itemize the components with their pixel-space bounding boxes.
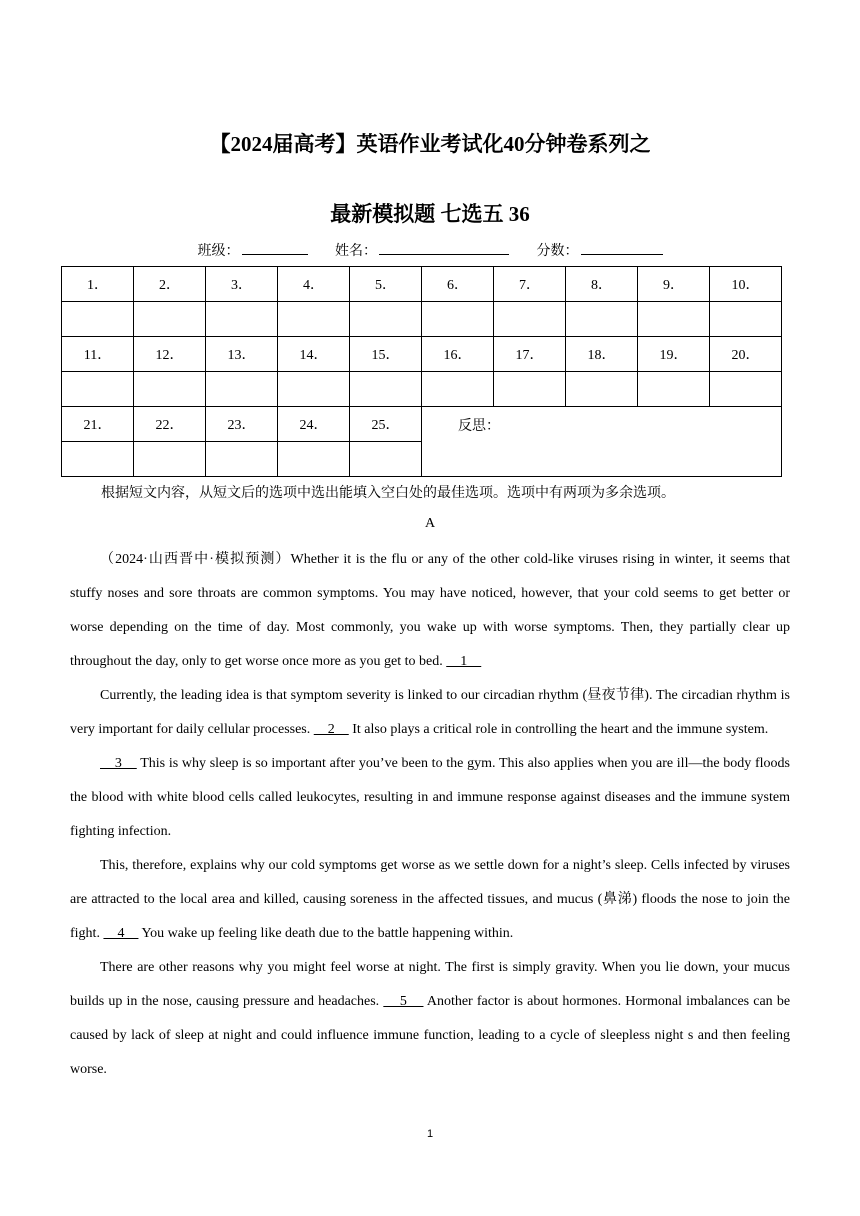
answer-cell[interactable] bbox=[278, 372, 350, 407]
question-number: 11． bbox=[62, 337, 134, 372]
paragraph-text: Another factor is about hormones. Hormonal imbalances can be caused by lack of sleep at night and could influence immune function, leading to a cycle of sleepless night s and then feeling worse. bbox=[70, 994, 791, 1077]
paragraph bbox=[70, 747, 790, 849]
reflection-label: 反思： bbox=[458, 419, 500, 434]
question-number: 22． bbox=[134, 407, 206, 442]
blank-2[interactable]: 2 bbox=[313, 722, 349, 737]
answer-cell[interactable] bbox=[710, 372, 782, 407]
answer-cell[interactable] bbox=[422, 372, 494, 407]
answer-number-row-3 bbox=[62, 407, 782, 442]
answer-cell[interactable] bbox=[278, 442, 350, 477]
page-number: 1 bbox=[426, 1128, 434, 1140]
name-label: 姓名： bbox=[335, 244, 377, 259]
blank-4[interactable]: 4 bbox=[103, 926, 139, 941]
section-label: A bbox=[424, 516, 436, 531]
question-number: 16． bbox=[422, 337, 494, 372]
question-number: 19． bbox=[638, 337, 710, 372]
question-number: 4． bbox=[278, 267, 350, 302]
answer-cell[interactable] bbox=[566, 372, 638, 407]
answer-cell[interactable] bbox=[566, 302, 638, 337]
answer-cell[interactable] bbox=[710, 302, 782, 337]
question-number: 21． bbox=[62, 407, 134, 442]
answer-blank-row-1 bbox=[62, 302, 782, 337]
paragraph-text: This, therefore, explains why our cold symptoms get worse as we settle down for a night’s sleep. Cells infected by viruses are attracted to the local area and killed, causing soreness in the affected tissues, and mucus (鼻涕) floods the nose to join the fight. bbox=[70, 858, 790, 941]
instructions: 根据短文内容，从短文后的选项中选出能填入空白处的最佳选项。选项中有两项为多余选项。 bbox=[101, 486, 675, 501]
answer-cell[interactable] bbox=[206, 442, 278, 477]
answer-cell[interactable] bbox=[134, 372, 206, 407]
answer-cell[interactable] bbox=[350, 442, 422, 477]
paragraph bbox=[70, 679, 790, 747]
answer-number-row-2 bbox=[62, 337, 782, 372]
question-number: 12． bbox=[134, 337, 206, 372]
class-blank[interactable] bbox=[242, 242, 308, 255]
blank-1[interactable]: 1 bbox=[446, 654, 482, 669]
question-number: 24． bbox=[278, 407, 350, 442]
answer-cell[interactable] bbox=[62, 442, 134, 477]
question-number: 25． bbox=[350, 407, 422, 442]
answer-number-row-1 bbox=[62, 267, 782, 302]
question-number: 17． bbox=[494, 337, 566, 372]
answer-grid bbox=[61, 266, 782, 477]
question-number: 10． bbox=[710, 267, 782, 302]
answer-cell[interactable] bbox=[206, 302, 278, 337]
class-field[interactable] bbox=[198, 244, 308, 259]
paragraph-text: You wake up feeling like death due to the battle happening within. bbox=[141, 926, 514, 941]
answer-cell[interactable] bbox=[134, 442, 206, 477]
paragraph-text: This is why sleep is so important after you’ve been to the gym. This also applies when you are ill—the body floods the blood with white blood cells called leukocytes, resulting in and immune response against diseases and the immune system fighting infection. bbox=[70, 756, 790, 839]
blank-5[interactable]: 5 bbox=[383, 994, 424, 1009]
question-number: 15． bbox=[350, 337, 422, 372]
question-number: 20． bbox=[710, 337, 782, 372]
answer-cell[interactable] bbox=[422, 302, 494, 337]
answer-cell[interactable] bbox=[134, 302, 206, 337]
document-subtitle: 最新模拟题 七选五 36 bbox=[330, 202, 530, 226]
question-number: 5． bbox=[350, 267, 422, 302]
score-label: 分数： bbox=[536, 244, 579, 259]
paragraph-text: （2024·山西晋中·模拟预测）Whether it is the flu or any of the other cold-like viruses rising in winter, it seems that stuffy noses and sore throats are common symptoms. You may have noticed, however, that your cold seems to get better or worse depending on the time of day. Most commonly, you wake up with worse symptoms. Then, they partially clear up throughout the day, only to get worse once more as you get to bed. bbox=[70, 552, 790, 669]
question-number: 9． bbox=[638, 267, 710, 302]
answer-cell[interactable] bbox=[494, 302, 566, 337]
question-number: 3． bbox=[206, 267, 278, 302]
paragraph-text: There are other reasons why you might feel worse at night. The first is simply gravity. When you lie down, your mucus builds up in the nose, causing pressure and headaches. bbox=[70, 960, 790, 1009]
question-number: 14． bbox=[278, 337, 350, 372]
question-number: 2． bbox=[134, 267, 206, 302]
answer-cell[interactable] bbox=[638, 302, 710, 337]
answer-cell[interactable] bbox=[278, 302, 350, 337]
answer-cell[interactable] bbox=[206, 372, 278, 407]
score-field[interactable] bbox=[537, 244, 663, 259]
paragraph bbox=[70, 849, 790, 951]
question-number: 18． bbox=[566, 337, 638, 372]
answer-cell[interactable] bbox=[350, 302, 422, 337]
paragraph-text: Currently, the leading idea is that symptom severity is linked to our circadian rhythm (昼夜节律). The circadian rhythm is very important for daily cellular processes. bbox=[70, 688, 790, 737]
question-number: 23． bbox=[206, 407, 278, 442]
name-field[interactable] bbox=[335, 244, 509, 259]
reading-passage bbox=[70, 543, 790, 1087]
question-number: 13． bbox=[206, 337, 278, 372]
answer-cell[interactable] bbox=[62, 302, 134, 337]
reflection-box[interactable] bbox=[422, 407, 782, 477]
question-number: 7． bbox=[494, 267, 566, 302]
paragraph bbox=[70, 543, 790, 679]
paragraph bbox=[70, 951, 790, 1087]
score-blank[interactable] bbox=[581, 242, 663, 255]
answer-cell[interactable] bbox=[350, 372, 422, 407]
question-number: 6． bbox=[422, 267, 494, 302]
question-number: 8． bbox=[566, 267, 638, 302]
answer-blank-row-2 bbox=[62, 372, 782, 407]
name-blank[interactable] bbox=[379, 242, 509, 255]
paragraph-text: It also plays a critical role in controlling the heart and the immune system. bbox=[352, 722, 769, 737]
answer-cell[interactable] bbox=[494, 372, 566, 407]
document-title: 【2024届高考】英语作业考试化40分钟卷系列之 bbox=[209, 132, 651, 156]
question-number: 1． bbox=[62, 267, 134, 302]
class-label: 班级： bbox=[197, 244, 240, 259]
answer-cell[interactable] bbox=[62, 372, 134, 407]
blank-3[interactable]: 3 bbox=[100, 756, 137, 771]
answer-cell[interactable] bbox=[638, 372, 710, 407]
student-info-fields bbox=[0, 240, 860, 260]
